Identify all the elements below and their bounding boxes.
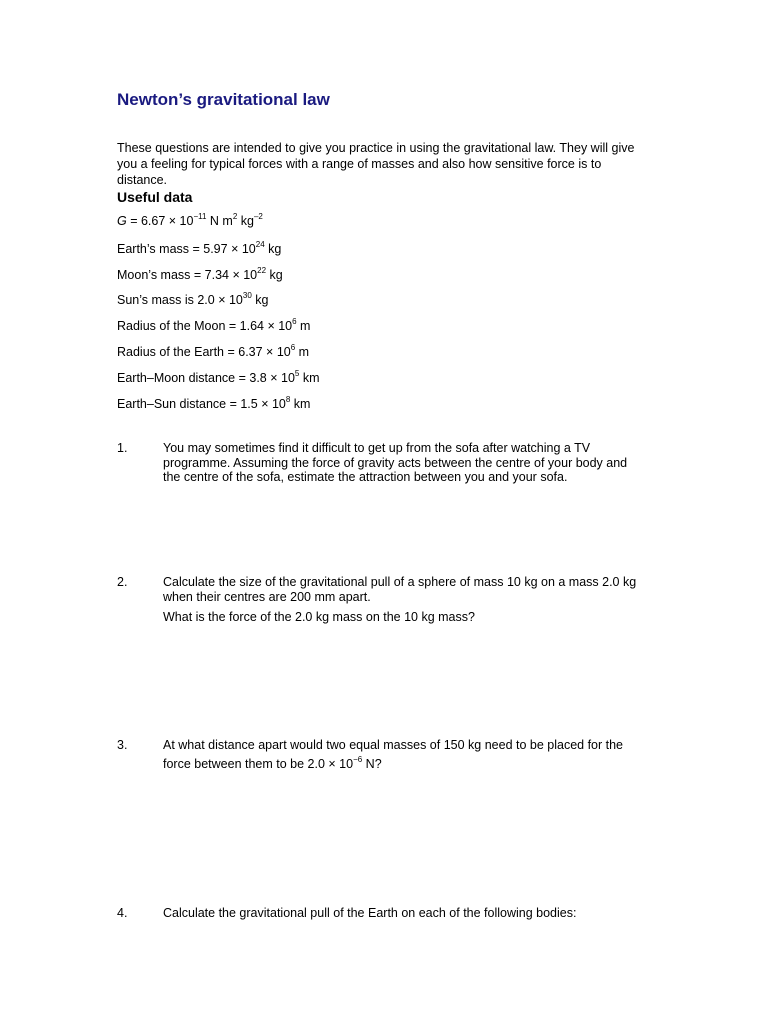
- question-3-text: [163, 738, 683, 771]
- question-1-text: [163, 441, 683, 485]
- data-earth-mass: Earth’s mass = $5.97 \times 10^{24}$ kg: [117, 240, 282, 256]
- data-gravitational-constant: $G = 6.67 \times 10^{-11}$ N $m^2$ $kg^{-2}$: [117, 212, 263, 228]
- intro-line: you a feeling for typical forces with a range of masses and also how sensitive force is to: [117, 157, 602, 171]
- intro-line: These questions are intended to give you practice in using the gravitational law. They will give: [117, 141, 635, 155]
- question-2-number: 2.: [117, 575, 128, 589]
- question-2-subquestion: What is the force of the 2.0 kg mass on the 10 kg mass?: [163, 610, 475, 624]
- data-moon-mass: Moon’s mass = $7.34 \times 10^{22}$ kg: [117, 266, 283, 282]
- intro-line: distance.: [117, 173, 168, 187]
- question-3-number: 3.: [117, 738, 128, 752]
- question-3-line: force between them to be $2.0 \times 10^{-6}$ N?: [163, 754, 382, 771]
- question-1-line: the centre of the sofa, estimate the attraction between you and your sofa.: [163, 470, 568, 484]
- data-earth-radius: Radius of the Earth = $6.37 \times 10^6$ m: [117, 343, 310, 359]
- question-1-number: 1.: [117, 441, 128, 455]
- question-3-line: At what distance apart would two equal masses of 150 kg need to be placed for the: [163, 738, 624, 752]
- data-sun-mass: Sun’s mass is $2.0 \times 10^{30}$ kg: [117, 291, 269, 307]
- data-moon-radius: Radius of the Moon = $1.64 \times 10^6$ m: [117, 317, 311, 333]
- question-4-number: 4.: [117, 906, 128, 920]
- question-2-line: when their centres are 200 mm apart.: [163, 589, 371, 604]
- page-title: Newton’s gravitational law: [117, 90, 330, 109]
- question-1-line: programme. Assuming the force of gravity acts between the centre of your body and: [163, 455, 628, 470]
- question-2-text: [163, 575, 683, 604]
- useful-data-heading: Useful data: [117, 189, 193, 205]
- question-1-line: You may sometimes find it difficult to get up from the sofa after watching a TV: [163, 441, 591, 455]
- question-4-text: Calculate the gravitational pull of the Earth on each of the following bodies:: [163, 906, 577, 920]
- intro-paragraph: [117, 140, 677, 188]
- question-2-line: Calculate the size of the gravitational pull of a sphere of mass 10 kg on a mass 2.0 kg: [163, 575, 637, 589]
- data-earth-moon-distance: Earth–Moon distance = $3.8 \times 10^5$ km: [117, 369, 320, 385]
- data-earth-sun-distance: Earth–Sun distance = $1.5 \times 10^8$ km: [117, 395, 311, 411]
